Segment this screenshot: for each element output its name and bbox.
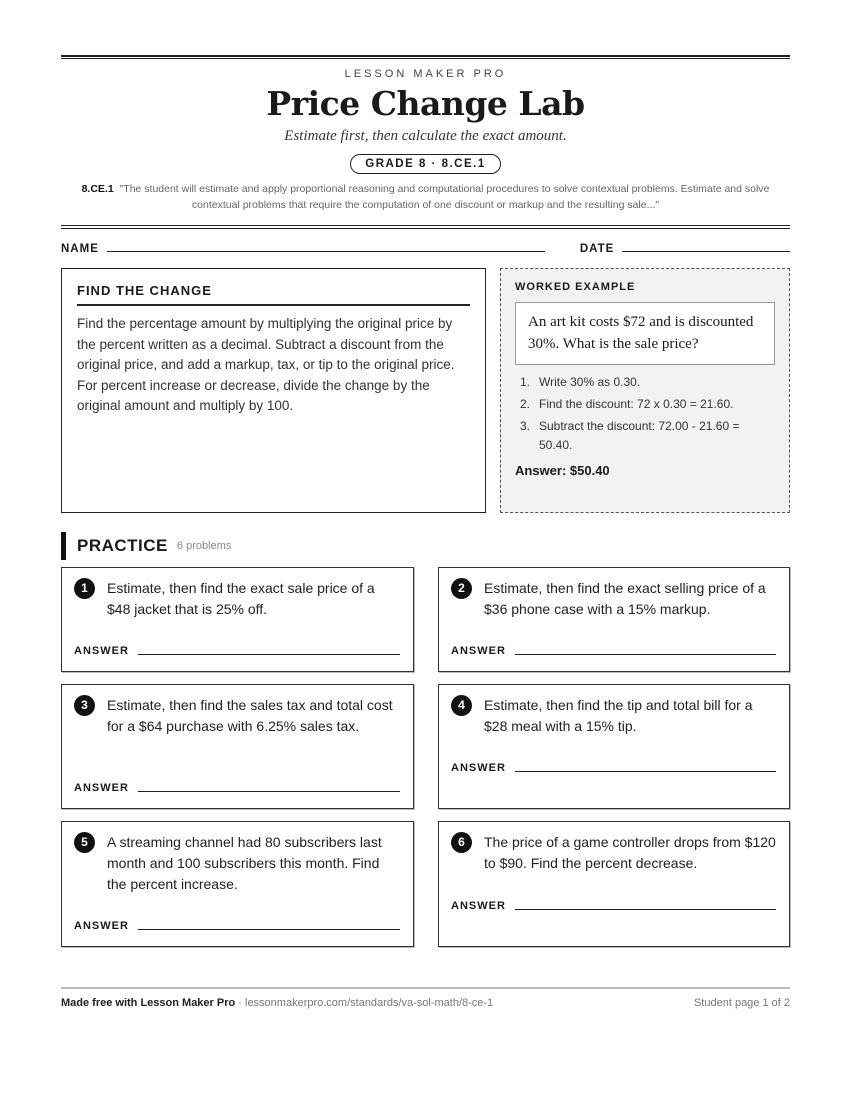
page-subtitle: Estimate first, then calculate the exact amount. bbox=[284, 128, 567, 144]
problem-number-badge: 1 bbox=[74, 578, 95, 599]
answer-label: ANSWER bbox=[451, 645, 506, 657]
answer-line[interactable] bbox=[138, 654, 400, 655]
answer-line[interactable] bbox=[138, 791, 400, 792]
page-footer bbox=[61, 987, 790, 1009]
answer-row bbox=[451, 645, 776, 657]
problem-card-4 bbox=[438, 684, 790, 809]
problem-number-badge: 4 bbox=[451, 695, 472, 716]
problem-text: Estimate, then find the tip and total bill for a $28 meal with a 15% tip. bbox=[484, 697, 753, 734]
answer-label: ANSWER bbox=[451, 762, 506, 774]
problem-number-badge: 6 bbox=[451, 832, 472, 853]
footer-page-info: Student page 1 of 2 bbox=[693, 997, 790, 1009]
step-text: Write 30% as 0.30. bbox=[539, 375, 641, 389]
worked-example-steps bbox=[515, 373, 775, 455]
problem-question bbox=[451, 695, 777, 737]
worked-example-answer: Answer: $50.40 bbox=[515, 463, 610, 478]
find-the-change-box bbox=[61, 268, 486, 513]
step-number: 1. bbox=[520, 375, 531, 389]
problem-question bbox=[451, 578, 777, 620]
problem-number-badge: 3 bbox=[74, 695, 95, 716]
answer-row bbox=[74, 782, 400, 794]
answer-line[interactable] bbox=[138, 929, 400, 930]
answer-line[interactable] bbox=[515, 771, 776, 772]
step-text: Subtract the discount: 72.00 - 21.60 = 50.40. bbox=[539, 419, 740, 452]
problem-text: A streaming channel had 80 subscribers last month and 100 subscribers this month. Find the percent increase. bbox=[107, 834, 382, 892]
answer-row bbox=[451, 762, 776, 774]
problem-question bbox=[74, 578, 401, 620]
answer-row bbox=[451, 900, 776, 912]
step-number: 2. bbox=[520, 397, 531, 411]
problem-number-badge: 2 bbox=[451, 578, 472, 599]
grade-badge-wrapper bbox=[61, 154, 790, 174]
problem-text: Estimate, then find the sales tax and total cost for a $64 purchase with 6.25% sales tax. bbox=[107, 697, 393, 734]
worked-example-heading: WORKED EXAMPLE bbox=[515, 281, 636, 293]
problem-card-2 bbox=[438, 567, 790, 672]
header-bottom-rule bbox=[61, 225, 790, 229]
standard-description bbox=[61, 181, 790, 213]
practice-accent-bar bbox=[61, 532, 66, 560]
problem-card-5 bbox=[61, 821, 414, 947]
problem-card-6 bbox=[438, 821, 790, 947]
answer-label: ANSWER bbox=[74, 645, 129, 657]
footer-url[interactable]: · lessonmakerpro.com/standards/va-sol-math/8-ce-1 bbox=[235, 997, 494, 1009]
problem-text: Estimate, then find the exact sale price of a $48 jacket that is 25% off. bbox=[107, 580, 375, 617]
step-text: Find the discount: 72 x 0.30 = 21.60. bbox=[539, 397, 734, 411]
practice-count: 6 problems bbox=[176, 540, 232, 552]
answer-label: ANSWER bbox=[74, 782, 129, 794]
practice-grid bbox=[61, 567, 790, 947]
standard-text: "The student will estimate and apply proportional reasoning and computational procedures to solve contextual problems. Estimate and solve contextual problems that require the computation of one discount or markup and the resulting sale..." bbox=[119, 183, 770, 211]
worked-example-step bbox=[515, 395, 775, 414]
footer-credit bbox=[61, 997, 493, 1009]
problem-card-1 bbox=[61, 567, 414, 672]
problem-question bbox=[74, 832, 401, 895]
page-title: Price Change Lab bbox=[266, 84, 585, 123]
footer-made-with: Made free with Lesson Maker Pro bbox=[61, 997, 236, 1009]
problem-number-badge: 5 bbox=[74, 832, 95, 853]
name-field-line[interactable] bbox=[107, 251, 545, 252]
find-the-change-text: Find the percentage amount by multiplying the original price by the percent written as a decimal. Subtract a discount from the original price, and add a markup, tax, or tip to the original price. For percent increase or decrease, divide the change by the original amount and multiply by 100. bbox=[77, 316, 455, 413]
name-label: NAME bbox=[61, 243, 99, 255]
practice-title: PRACTICE bbox=[77, 536, 168, 555]
find-the-change-heading: FIND THE CHANGE bbox=[77, 283, 470, 306]
student-fields bbox=[61, 243, 790, 255]
step-number: 3. bbox=[520, 419, 531, 433]
header-top-rule bbox=[61, 55, 790, 59]
worked-example-question: An art kit costs $72 and is discounted 30%. What is the sale price? bbox=[515, 302, 775, 365]
date-label: DATE bbox=[579, 243, 615, 255]
grade-badge: GRADE 8 · 8.CE.1 bbox=[350, 154, 501, 174]
brand-name: LESSON MAKER PRO bbox=[344, 68, 507, 80]
answer-row bbox=[74, 645, 400, 657]
problem-question bbox=[451, 832, 777, 874]
problem-text: Estimate, then find the exact selling price of a $36 phone case with a 15% markup. bbox=[484, 580, 766, 617]
answer-label: ANSWER bbox=[451, 900, 506, 912]
worksheet-page bbox=[61, 55, 790, 947]
worked-example-step bbox=[515, 417, 775, 455]
worked-example-box bbox=[500, 268, 790, 513]
intro-section bbox=[61, 268, 790, 513]
worked-example-step bbox=[515, 373, 775, 392]
standard-code: 8.CE.1 bbox=[81, 183, 114, 195]
problem-card-3 bbox=[61, 684, 414, 809]
answer-line[interactable] bbox=[515, 654, 776, 655]
answer-label: ANSWER bbox=[74, 920, 129, 932]
date-field-line[interactable] bbox=[622, 251, 790, 252]
problem-text: The price of a game controller drops from $120 to $90. Find the percent decrease. bbox=[484, 834, 776, 871]
practice-header bbox=[61, 532, 790, 560]
problem-question bbox=[74, 695, 401, 737]
answer-row bbox=[74, 920, 400, 932]
answer-line[interactable] bbox=[515, 909, 776, 910]
